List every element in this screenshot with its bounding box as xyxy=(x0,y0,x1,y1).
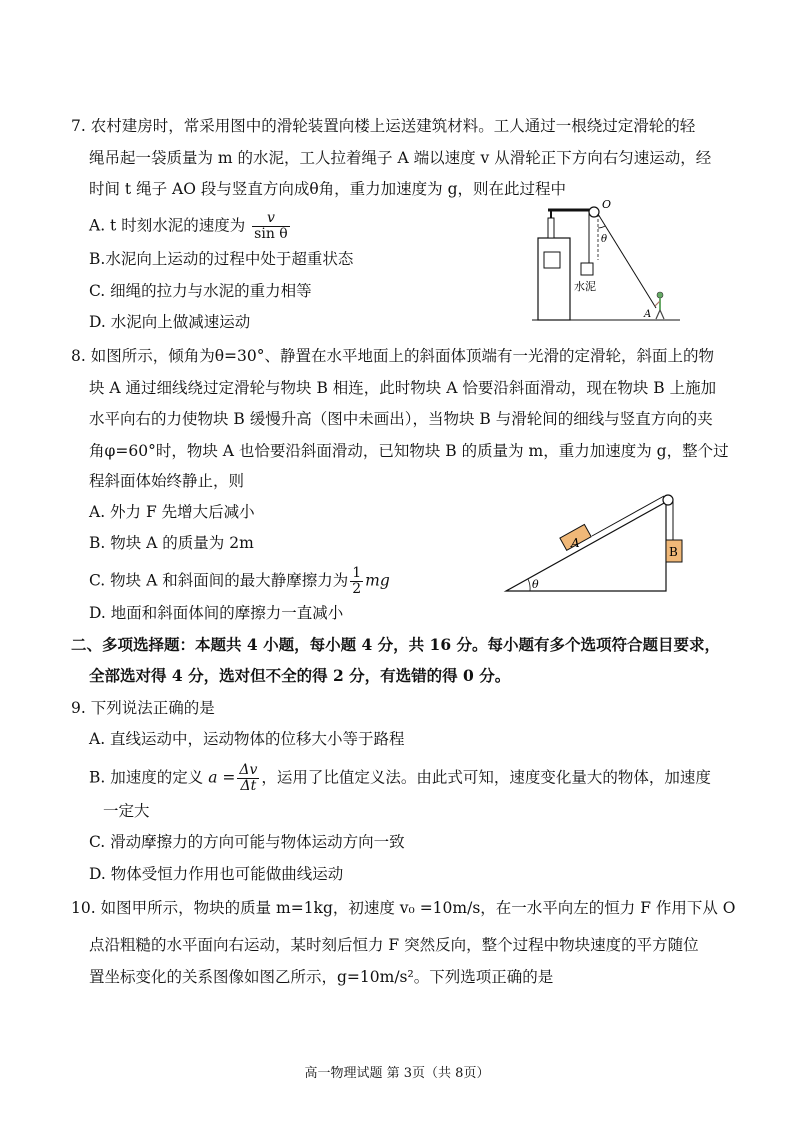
theta-label: θ xyxy=(532,578,539,591)
q10-stem-line2: 点沿粗糙的水平面向右运动，某时刻后恒力 F 突然反向，整个过程中物块速度的平方随位 xyxy=(89,936,699,954)
fraction-numerator: v xyxy=(252,211,290,227)
q8-option-c-text: C. 物块 A 和斜面间的最大静摩擦力为 xyxy=(89,571,349,590)
fraction-numerator: 1 xyxy=(352,565,362,581)
label-theta: θ xyxy=(601,234,608,245)
pulley-wheel xyxy=(663,495,673,505)
q7-pulley-figure xyxy=(532,200,682,325)
q8-incline-figure xyxy=(500,488,690,596)
pulley-wheel xyxy=(589,207,599,217)
q7-option-a-text: A. t 时刻水泥的速度为 xyxy=(89,216,246,235)
q8-option-b: B. 物块 A 的质量为 2m xyxy=(89,534,254,552)
q8-option-c-tail: mg xyxy=(365,571,390,590)
section2-heading-line2: 全部选对得 4 分，选对但不全的得 2 分，有选错的得 0 分。 xyxy=(89,666,511,685)
q9-stem: 9. 下列说法正确的是 xyxy=(71,699,215,717)
q9-option-d: D. 物体受恒力作用也可能做曲线运动 xyxy=(89,865,344,883)
q10-stem-line1: 10. 如图甲所示，物块的质量 m=1kg，初速度 v₀ =10m/s，在一水平向左的恒力 F 作用下从 O xyxy=(71,899,736,917)
fraction-numerator: Δv xyxy=(239,762,258,778)
label-o: O xyxy=(602,200,612,211)
building-top xyxy=(548,218,554,238)
q7-stem-line2: 绳吊起一袋质量为 m 的水泥，工人拉着绳子 A 端以速度 v 从滑轮正下方向右匀速运动，经 xyxy=(89,149,712,167)
theta-arc xyxy=(598,226,605,228)
q9-option-b-fraction xyxy=(237,763,259,794)
q7-option-d: D. 水泥向上做减速运动 xyxy=(89,313,251,331)
incline-body xyxy=(506,502,666,591)
q8-option-c-fraction xyxy=(350,566,363,597)
q8-stem-line5: 程斜面体始终静止，则 xyxy=(89,472,245,490)
section2-heading-line1: 二、多项选择题：本题共 4 小题，每小题 4 分，共 16 分。每小题有多个选项符合题目要求， xyxy=(71,635,721,654)
cement-bag xyxy=(581,263,593,275)
q8-stem-line1: 8. 如图所示，倾角为θ=30°、静置在水平地面上的斜面体顶端有一光滑的定滑轮，斜面上的物 xyxy=(71,347,715,365)
building xyxy=(538,238,570,320)
page-footer: 高一物理试题 第 3页（共 8页） xyxy=(304,1066,490,1081)
q10-stem-line3: 置坐标变化的关系图像如图乙所示，g=10m/s²。下列选项正确的是 xyxy=(89,968,554,986)
q7-option-b: B.水泥向上运动的过程中处于超重状态 xyxy=(89,250,354,268)
q9-option-b-post: ，运用了比值定义法。由此式可知，速度变化量大的物体，加速度 xyxy=(261,768,711,787)
q9-option-c: C. 滑动摩擦力的方向可能与物体运动方向一致 xyxy=(89,833,405,851)
label-a: A xyxy=(644,309,652,320)
worker-icon xyxy=(655,292,664,319)
q8-option-d: D. 地面和斜面体间的摩擦力一直减小 xyxy=(89,604,344,622)
q8-stem-line4: 角φ=60°时，物块 A 也恰要沿斜面滑动，已知物块 B 的质量为 m，重力加速度为 g，整个过 xyxy=(89,442,729,460)
q7-option-a xyxy=(89,211,292,242)
q9-option-a: A. 直线运动中，运动物体的位移大小等于路程 xyxy=(89,730,405,748)
q8-stem-line3: 水平向右的力使物块 B 缓慢升高（图中未画出），当物块 B 与滑轮间的细线与竖直方向的夹 xyxy=(89,410,713,428)
building-window xyxy=(544,252,560,268)
q8-option-c xyxy=(89,566,390,597)
q7-stem-line1: 7. 农村建房时，常采用图中的滑轮装置向楼上运送建筑材料。工人通过一根绕过定滑轮的轻 xyxy=(71,117,696,135)
fraction-denominator: 2 xyxy=(352,581,362,597)
q8-option-a: A. 外力 F 先增大后减小 xyxy=(89,503,255,521)
q8-stem-line2: 块 A 通过细线绕过定滑轮与物块 B 相连，此时物块 A 恰要沿斜面滑动，现在物块 B 上施加 xyxy=(89,379,717,397)
q9-option-b-continued: 一定大 xyxy=(103,802,150,820)
label-cement: 水泥 xyxy=(574,280,596,293)
rope-slant xyxy=(598,214,656,308)
block-b-label: B xyxy=(669,545,678,559)
fraction-denominator: sin θ xyxy=(254,226,288,242)
q7-option-c: C. 细绳的拉力与水泥的重力相等 xyxy=(89,282,312,300)
q9-option-b-var: a = xyxy=(208,768,236,787)
q9-option-b-pre: B. 加速度的定义 xyxy=(89,768,204,787)
block-a-label: A xyxy=(571,536,580,550)
q7-stem-line3: 时间 t 绳子 AO 段与竖直方向成θ角，重力加速度为 g，则在此过程中 xyxy=(89,180,567,198)
q9-option-b xyxy=(89,763,711,794)
fraction-denominator: Δt xyxy=(240,778,257,794)
q7-option-a-fraction xyxy=(252,211,290,242)
